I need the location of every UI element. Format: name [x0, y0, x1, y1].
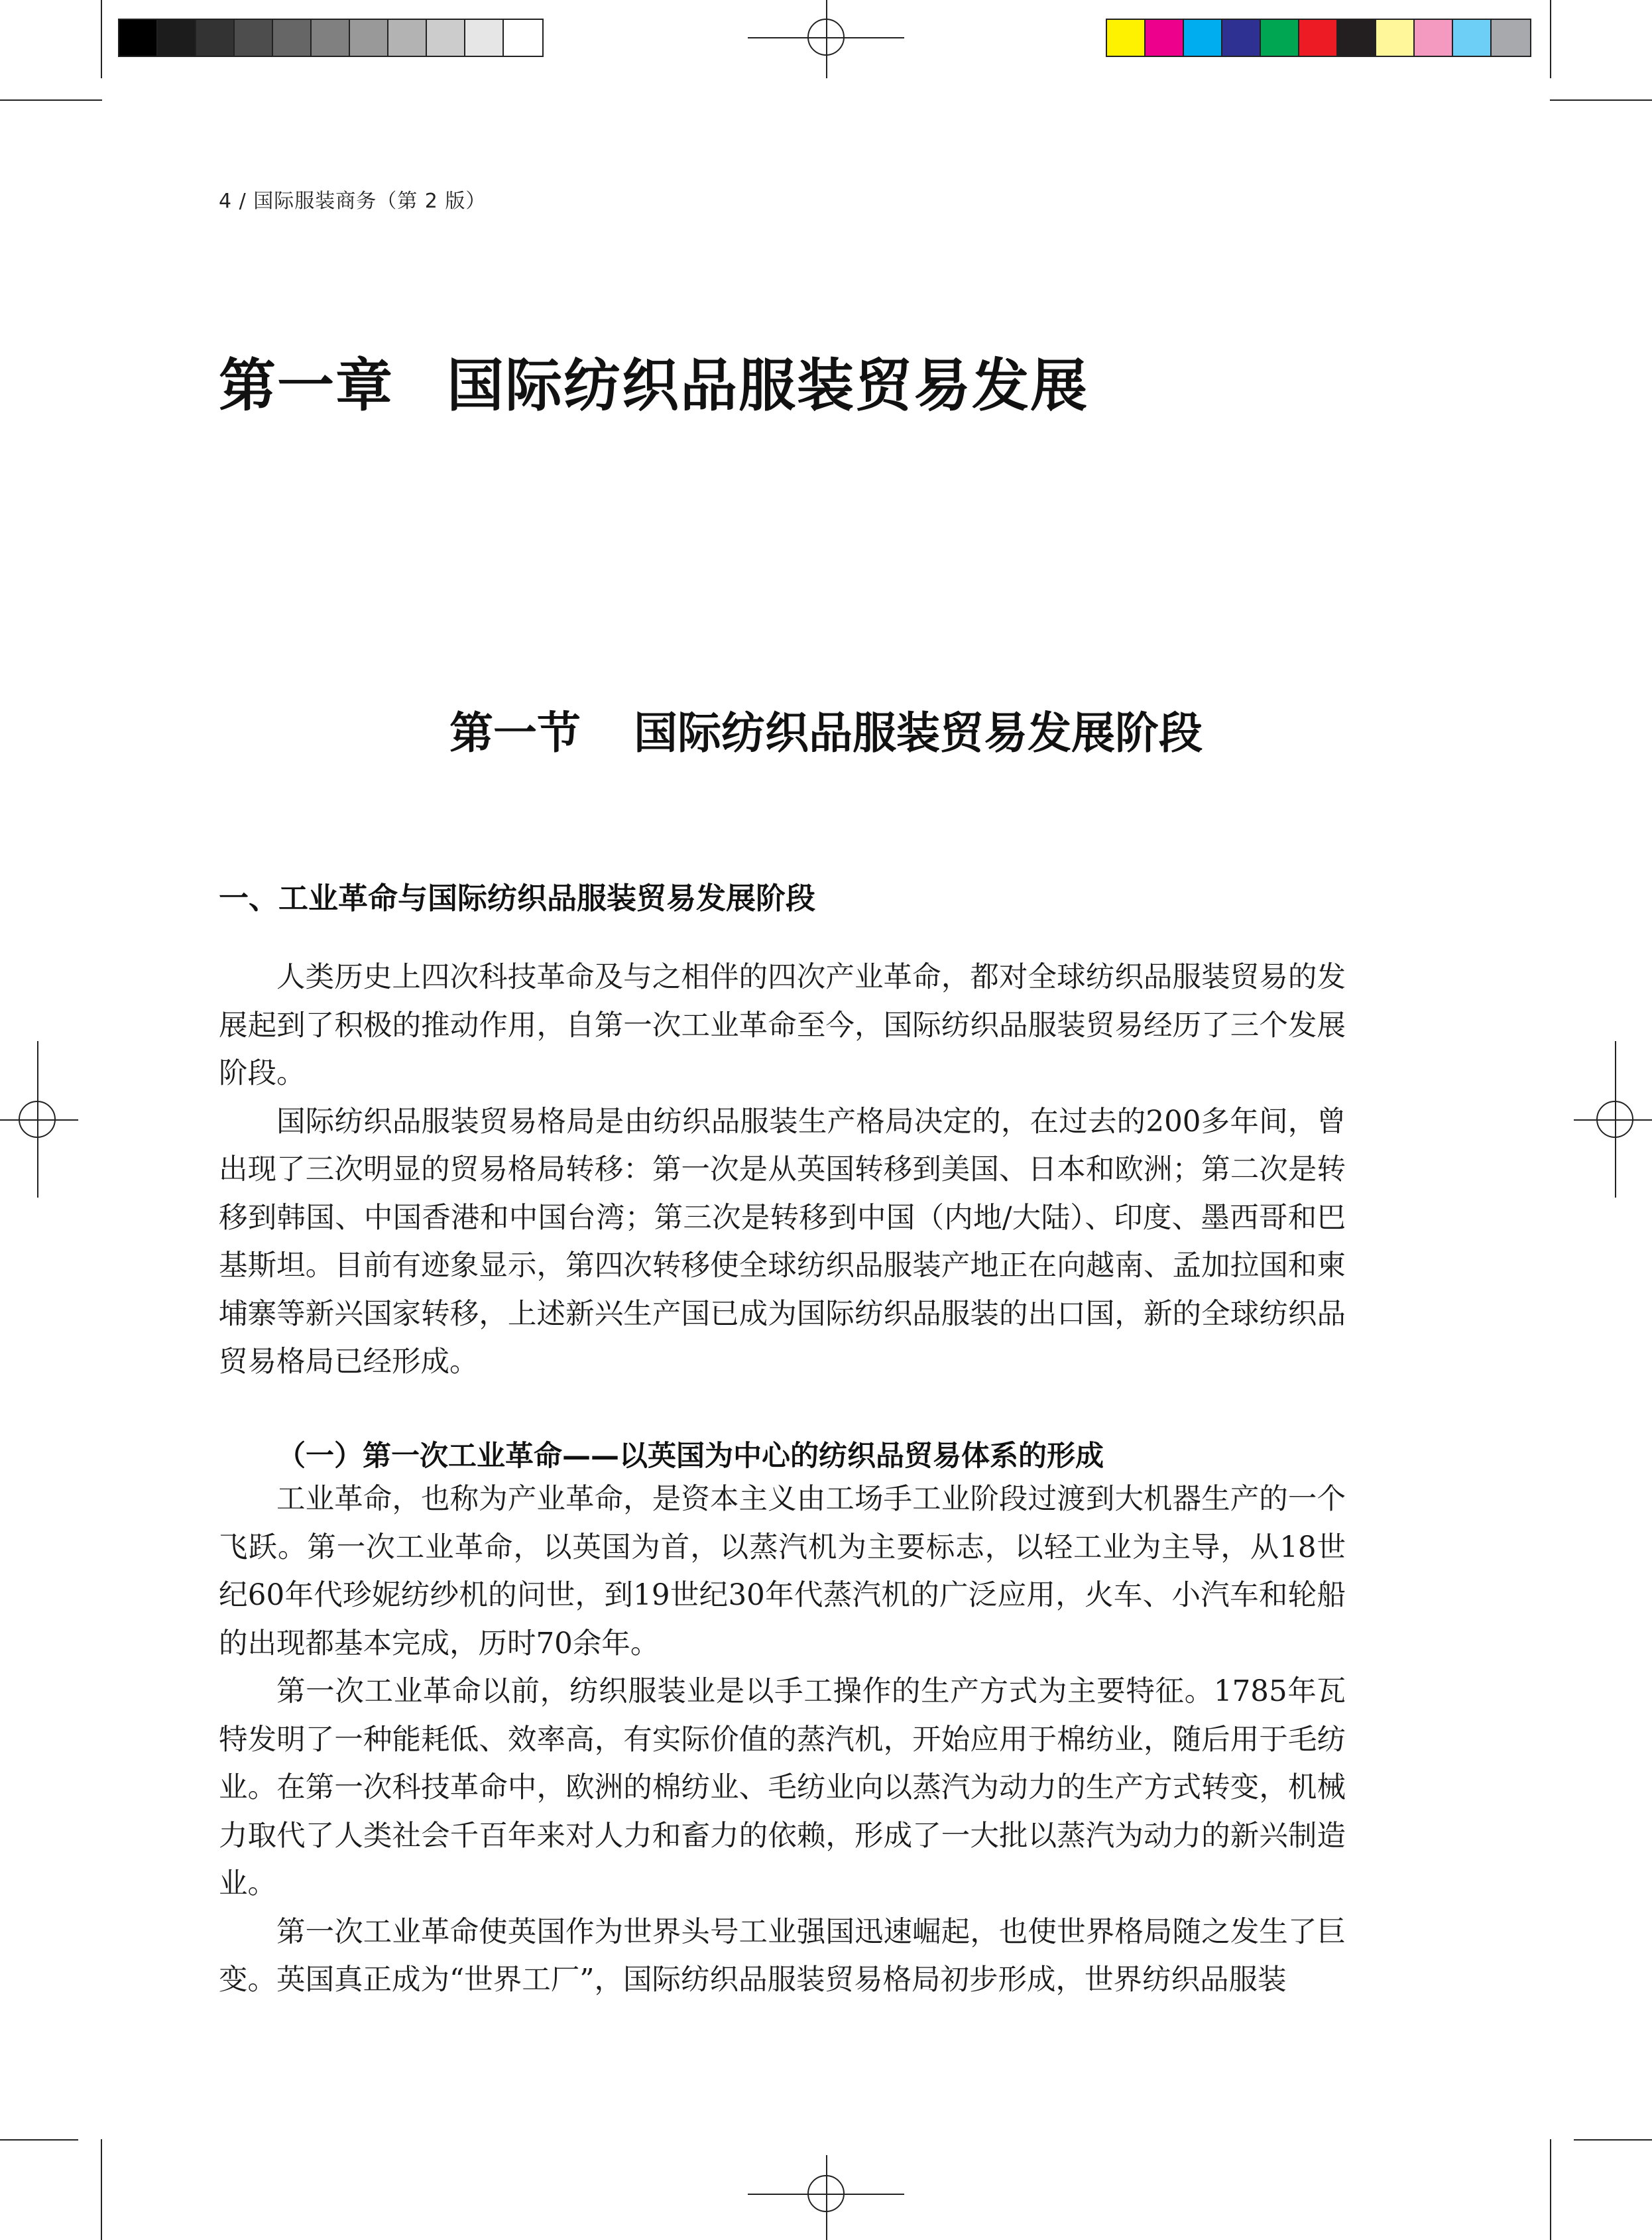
crop-mark — [0, 2139, 78, 2141]
registration-mark-line — [748, 37, 904, 38]
color-swatch — [1376, 20, 1415, 56]
color-swatch — [504, 20, 542, 56]
paragraph: 工业革命，也称为产业革命，是资本主义由工场手工业阶段过渡到大机器生产的一个飞跃。第一次工业革命，以英国为首，以蒸汽机为主要标志，以轻工业为主导，从18世纪60年代珍妮纺纱机的问世，到19世纪30年代蒸汽机的广泛应用，火车、小汽车和轮船的出现都基本完成，历时70余年。 — [219, 1483, 1346, 1660]
crop-mark — [78, 99, 102, 101]
registration-mark-line — [826, 0, 827, 78]
color-swatch — [350, 20, 388, 56]
heading-level-2: （一）第一次工业革命——以英国为中心的纺织品贸易体系的形成 — [277, 1440, 1104, 1473]
color-swatch — [427, 20, 465, 56]
color-swatch — [465, 20, 504, 56]
body-text-block — [219, 954, 1346, 1387]
paragraph: 国际纺织品服装贸易格局是由纺织品服装生产格局决定的，在过去的200多年间，曾出现了三次明显的贸易格局转移：第一次是从英国转移到美国、日本和欧洲；第二次是转移到韩国、中国香港和中国台湾；第三次是转移到中国（内地/大陆）、印度、墨西哥和巴基斯坦。目前有迹象显示，第四次转移使全球纺织品服装产地正在向越南、孟加拉国和柬埔寨等新兴国家转移，上述新兴生产国已成为国际纺织品服装的出口国，新的全球纺织品贸易格局已经形成。 — [219, 1105, 1346, 1379]
paragraph: 第一次工业革命使英国作为世界头号工业强国迅速崛起，也使世界格局随之发生了巨变。英国真正成为“世界工厂”，国际纺织品服装贸易格局初步形成，世界纺织品服装 — [219, 1915, 1346, 1997]
color-swatch — [1146, 20, 1184, 56]
chapter-title-text: 国际纺织品服装贸易发展 — [447, 352, 1089, 419]
section-number: 第一节 — [449, 707, 581, 759]
heading-level-1: 一、工业革命与国际纺织品服装贸易发展阶段 — [219, 881, 816, 916]
crop-mark — [101, 2139, 102, 2240]
crop-mark — [0, 99, 78, 101]
color-swatch — [1184, 20, 1222, 56]
color-swatch — [312, 20, 350, 56]
running-head: 4 / 国际服装商务（第 2 版） — [219, 190, 487, 213]
registration-mark-line — [748, 2194, 904, 2195]
color-swatch — [1107, 20, 1146, 56]
color-swatch — [1415, 20, 1453, 56]
registration-mark-line — [1574, 1119, 1652, 1121]
paragraph: 人类历史上四次科技革命及与之相伴的四次产业革命，都对全球纺织品服装贸易的发展起到了积极的推动作用，自第一次工业革命至今，国际纺织品服装贸易经历了三个发展阶段。 — [219, 961, 1346, 1090]
crop-mark — [1550, 0, 1551, 78]
paragraph: 第一次工业革命以前，纺织服装业是以手工操作的生产方式为主要特征。1785年瓦特发明了一种能耗低、效率高，有实际价值的蒸汽机，开始应用于棉纺业，随后用于毛纺业。在第一次科技革命中，欧洲的棉纺业、毛纺业向以蒸汽为动力的生产方式转变，机械力取代了人类社会千百年来对人力和畜力的依赖，形成了一大批以蒸汽为动力的新兴制造业。 — [219, 1675, 1346, 1900]
color-swatch — [196, 20, 235, 56]
color-swatch — [1261, 20, 1299, 56]
registration-mark-line — [826, 2155, 827, 2240]
section-title — [0, 698, 1652, 761]
color-swatch — [1338, 20, 1376, 56]
crop-mark — [1574, 2139, 1652, 2141]
registration-mark-line — [0, 1119, 78, 1121]
color-swatch — [235, 20, 273, 56]
color-swatch — [119, 20, 158, 56]
section-title-text: 国际纺织品服装贸易发展阶段 — [634, 707, 1203, 759]
color-swatch — [1453, 20, 1492, 56]
color-swatch — [158, 20, 196, 56]
crop-mark — [1550, 2139, 1551, 2240]
color-swatch — [388, 20, 427, 56]
crop-mark — [1550, 99, 1574, 101]
color-swatch — [1299, 20, 1338, 56]
color-swatch — [1222, 20, 1261, 56]
chapter-number: 第一章 — [219, 352, 394, 419]
color-swatch — [273, 20, 312, 56]
crop-mark — [101, 0, 102, 78]
grayscale-bar — [118, 19, 544, 57]
body-text-block — [219, 1475, 1346, 2005]
crop-mark — [1574, 99, 1652, 101]
color-swatch — [1492, 20, 1530, 56]
chapter-title — [219, 340, 1089, 422]
color-bar — [1106, 19, 1531, 57]
